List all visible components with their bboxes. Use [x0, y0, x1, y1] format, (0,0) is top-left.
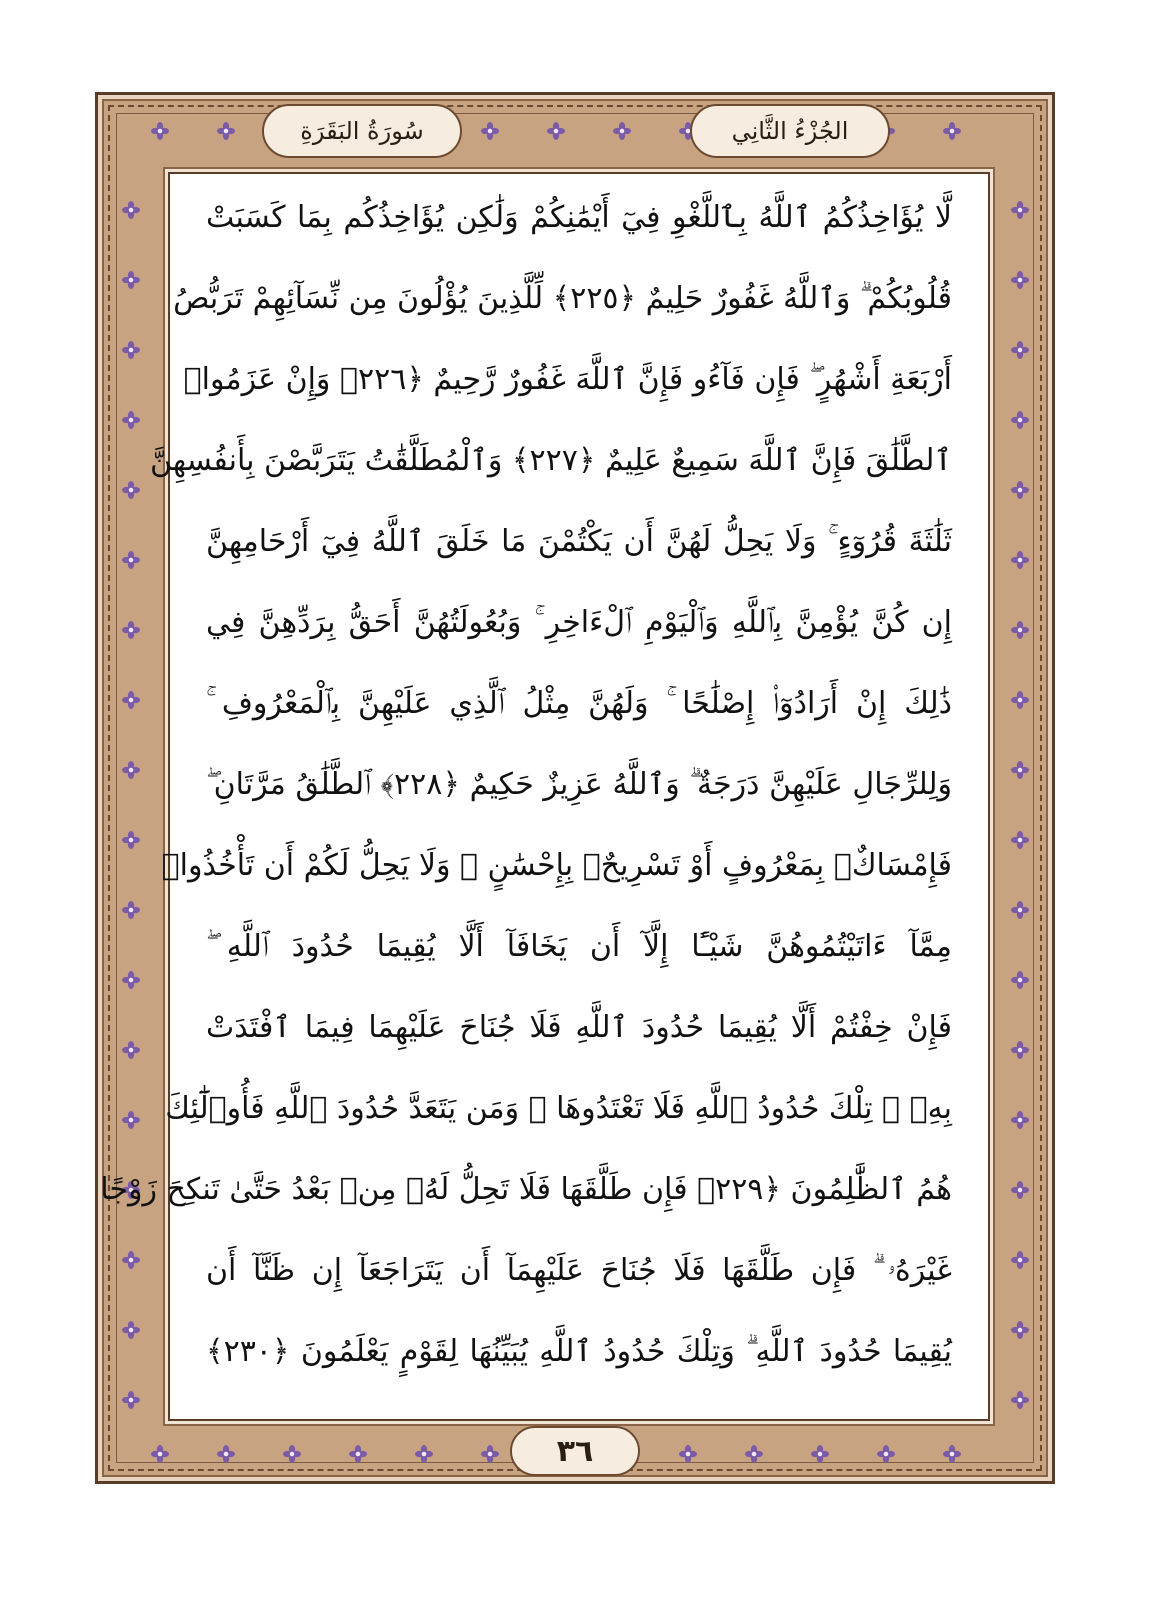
juz-cartouche — [690, 104, 890, 158]
rosette-ornament-icon — [122, 411, 140, 429]
surah-cartouche — [262, 104, 462, 158]
juz-label: الجُزْءُ الثَّانِي — [731, 117, 849, 145]
rosette-ornament-icon — [122, 1041, 140, 1059]
rosette-ornament-icon — [122, 831, 140, 849]
verse-line-5: ثَلَٰثَةَ قُرُوٓءٍ ۚ وَلَا يَحِلُّ لَهُنَّ أَن يَكْتُمْنَ مَا خَلَقَ ٱللَّهُ فِيٓ أَرْحَامِهِنَّ — [206, 524, 952, 559]
rosette-ornament-icon — [943, 122, 961, 140]
rosette-ornament-icon — [151, 1445, 169, 1463]
verse-line-11: فَإِنْ خِفْتُمْ أَلَّا يُقِيمَا حُدُودَ ٱللَّهِ فَلَا جُنَاحَ عَلَيْهِمَا فِيمَا ٱفْتَدَتْ — [206, 1010, 952, 1045]
rosette-ornament-icon — [122, 1321, 140, 1339]
verse-line-14: غَيْرَهُۥ ۗ فَإِن طَلَّقَهَا فَلَا جُنَاحَ عَلَيْهِمَآ أَن يَتَرَاجَعَآ إِن ظَنَّآ أَن — [206, 1253, 952, 1288]
rosette-ornament-icon — [122, 621, 140, 639]
verse-line-15: يُقِيمَا حُدُودَ ٱللَّهِ ۗ وَتِلْكَ حُدُودُ ٱللَّهِ يُبَيِّنُهَا لِقَوْمٍ يَعْلَمُونَ ﴿٢٣٠﴾ — [206, 1334, 952, 1369]
rosette-ornament-icon — [122, 551, 140, 569]
rosette-ornament-icon — [1011, 831, 1029, 849]
rosette-ornament-icon — [283, 1445, 301, 1463]
rosette-ornament-icon — [1011, 411, 1029, 429]
rosette-ornament-icon — [122, 201, 140, 219]
surah-label: سُورَةُ البَقَرَةِ — [300, 117, 424, 145]
rosette-ornament-icon — [1011, 341, 1029, 359]
rosette-ornament-icon — [877, 1445, 895, 1463]
page-number-cartouche — [510, 1426, 640, 1476]
rosette-ornament-icon — [122, 1111, 140, 1129]
verse-line-12: بِهِۦ ۗ تِلْكَ حُدُودُ ٱللَّهِ فَلَا تَعْتَدُوهَا ۚ وَمَن يَتَعَدَّ حُدُودَ ٱللَّهِ فَأُو۟لَٰٓئِكَ — [165, 1091, 952, 1126]
rosette-ornament-icon — [217, 1445, 235, 1463]
rosette-ornament-icon — [122, 901, 140, 919]
rosette-ornament-icon — [613, 122, 631, 140]
verse-line-7: ذَٰلِكَ إِنْ أَرَادُوٓا۟ إِصْلَٰحًا ۚ وَلَهُنَّ مِثْلُ ٱلَّذِي عَلَيْهِنَّ بِٱلْمَعْرُوفِ ۚ — [206, 686, 952, 721]
rosette-ornament-icon — [1011, 761, 1029, 779]
rosette-ornament-icon — [1011, 691, 1029, 709]
rosette-ornament-icon — [122, 1251, 140, 1269]
verse-line-3: أَرْبَعَةِ أَشْهُرٍ ۖ فَإِن فَآءُو فَإِنَّ ٱللَّهَ غَفُورٌ رَّحِيمٌ ﴿٢٢٦﴾ وَإِنْ عَزَمُوا۟ — [183, 362, 952, 397]
rosette-ornament-icon — [943, 1445, 961, 1463]
verse-line-2: قُلُوبُكُمْ ۗ وَٱللَّهُ غَفُورٌ حَلِيمٌ ﴿٢٢٥﴾ لِّلَّذِينَ يُؤْلُونَ مِن نِّسَآئِهِمْ تَرَبُّصُ — [173, 281, 952, 316]
rosette-ornament-icon — [122, 481, 140, 499]
verse-line-6: إِن كُنَّ يُؤْمِنَّ بِٱللَّهِ وَٱلْيَوْمِ ٱلْءَاخِرِ ۚ وَبُعُولَتُهُنَّ أَحَقُّ بِرَدِّهِنَّ فِي — [206, 605, 952, 640]
rosette-ornament-icon — [1011, 971, 1029, 989]
rosette-ornament-icon — [1011, 1111, 1029, 1129]
rosette-ornament-icon — [1011, 1041, 1029, 1059]
verse-line-8: وَلِلرِّجَالِ عَلَيْهِنَّ دَرَجَةٌ ۗ وَٱللَّهُ عَزِيزٌ حَكِيمٌ ﴿٢٢٨﴾ ٱلطَّلَٰقُ مَرَّتَانِ ۖ — [206, 767, 952, 802]
rosette-ornament-icon — [1011, 271, 1029, 289]
rosette-ornament-icon — [1011, 621, 1029, 639]
rosette-ornament-icon — [1011, 551, 1029, 569]
verse-line-1: لَّا يُؤَاخِذُكُمُ ٱللَّهُ بِٱللَّغْوِ فِيٓ أَيْمَٰنِكُمْ وَلَٰكِن يُؤَاخِذُكُم بِمَا كَسَبَتْ — [206, 200, 952, 235]
rosette-ornament-icon — [122, 271, 140, 289]
verse-line-10: مِمَّآ ءَاتَيْتُمُوهُنَّ شَيْـًٔا إِلَّآ أَن يَخَافَآ أَلَّا يُقِيمَا حُدُودَ ٱللَّهِ ۖ — [206, 929, 952, 964]
rosette-ornament-icon — [122, 761, 140, 779]
rosette-ornament-icon — [151, 122, 169, 140]
rosette-ornament-icon — [481, 1445, 499, 1463]
rosette-ornament-icon — [122, 341, 140, 359]
verse-panel — [100, 172, 990, 1421]
rosette-ornament-icon — [349, 1445, 367, 1463]
rosette-ornament-icon — [415, 1445, 433, 1463]
verse-line-4: ٱلطَّلَٰقَ فَإِنَّ ٱللَّهَ سَمِيعٌ عَلِيمٌ ﴿٢٢٧﴾ وَٱلْمُطَلَّقَٰتُ يَتَرَبَّصْنَ بِأَنفُسِهِنَّ — [150, 443, 952, 478]
rosette-ornament-icon — [1011, 481, 1029, 499]
verse-line-9: فَإِمْسَاكٌۢ بِمَعْرُوفٍ أَوْ تَسْرِيحٌۢ بِإِحْسَٰنٍ ۗ وَلَا يَحِلُّ لَكُمْ أَن تَأْخُذُوا۟ — [161, 848, 952, 883]
rosette-ornament-icon — [1011, 1251, 1029, 1269]
rosette-ornament-icon — [481, 122, 499, 140]
rosette-ornament-icon — [217, 122, 235, 140]
rosette-ornament-icon — [1011, 1181, 1029, 1199]
rosette-ornament-icon — [122, 691, 140, 709]
rosette-ornament-icon — [1011, 901, 1029, 919]
verse-line-13: هُمُ ٱلظَّٰلِمُونَ ﴿٢٢٩﴾ فَإِن طَلَّقَهَا فَلَا تَحِلُّ لَهُۥ مِنۢ بَعْدُ حَتَّىٰ تَنكِحَ زَوْجًا — [100, 1172, 952, 1207]
rosette-ornament-icon — [1011, 1321, 1029, 1339]
rosette-ornament-icon — [679, 1445, 697, 1463]
rosette-ornament-icon — [1011, 1391, 1029, 1409]
page-number: ٣٦ — [556, 1433, 594, 1469]
rosette-ornament-icon — [547, 122, 565, 140]
rosette-ornament-icon — [745, 1445, 763, 1463]
rosette-ornament-icon — [122, 1391, 140, 1409]
rosette-ornament-icon — [811, 1445, 829, 1463]
rosette-ornament-icon — [122, 971, 140, 989]
rosette-ornament-icon — [1011, 201, 1029, 219]
